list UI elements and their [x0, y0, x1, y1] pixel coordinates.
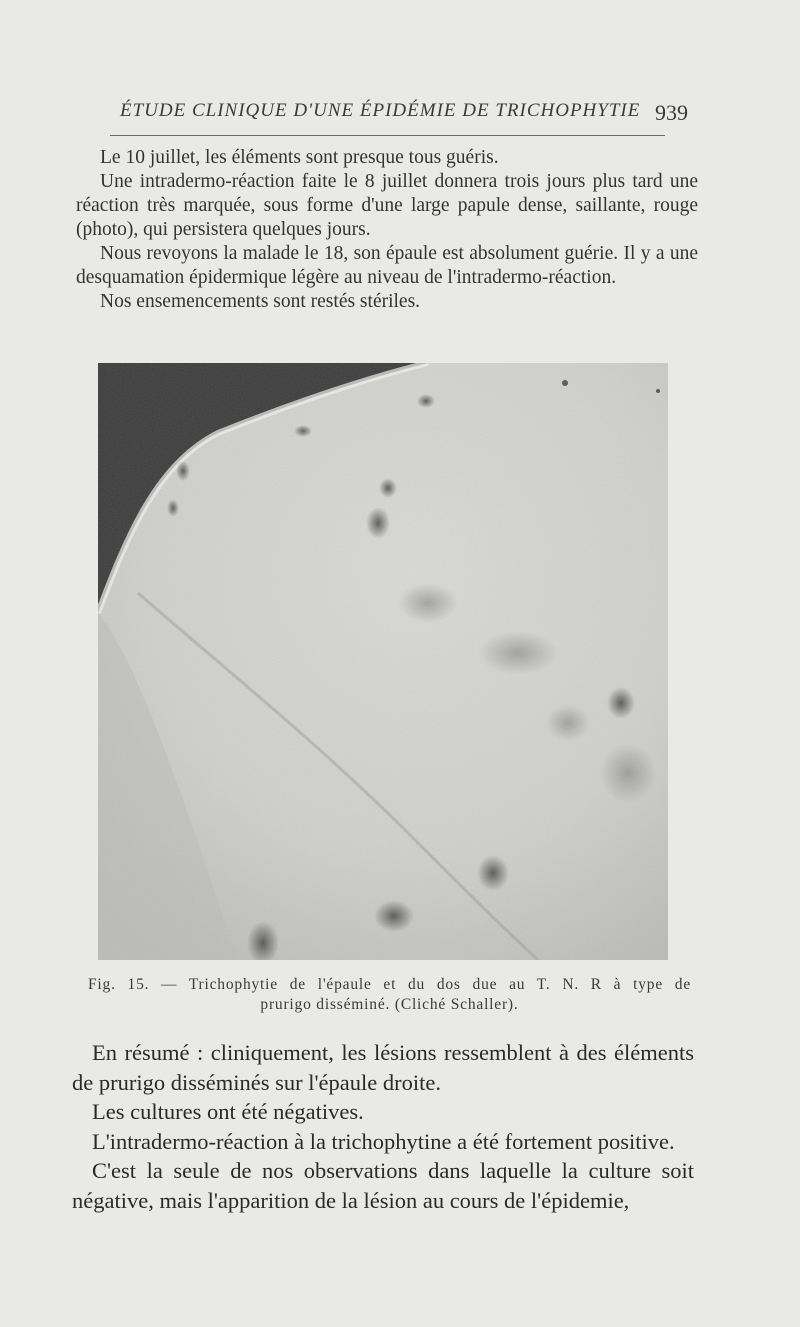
page-number: 939 [655, 100, 688, 125]
shoulder-photo-illustration [98, 363, 668, 960]
paragraph: Le 10 juillet, les éléments sont presque tous guéris. [100, 147, 499, 168]
paragraph: C'est la seule de nos observations dans laquelle la culture soit négative, mais l'apparition de la lésion au cours de l'épidemie, [72, 1158, 694, 1213]
paragraph: Une intradermo-réaction faite le 8 juillet donnera trois jours plus tard une réaction très marquée, sous forme d'une large papule dense, saillante, rouge (photo), qui persistera quelques jours. [76, 171, 698, 240]
paragraph: L'intradermo-réaction à la trichophytine a été fortement positive. [92, 1128, 675, 1154]
paragraph: Nous revoyons la malade le 18, son épaule est absolument guérie. Il y a une desquamation épidermique légère au niveau de l'intradermo-réaction. [76, 243, 698, 288]
caption-line: Fig. 15. — Trichophytie de l'épaule et du dos due au T. N. R à type de [88, 976, 691, 993]
summary-text [72, 1038, 694, 1215]
paragraph: En résumé : cliniquement, les lésions ressemblent à des éléments de prurigo disséminés sur l'épaule droite. [72, 1040, 694, 1095]
figure-caption [88, 975, 691, 1015]
running-title: ÉTUDE CLINIQUE D'UNE ÉPIDÉMIE DE TRICHOPHYTIE [120, 100, 641, 121]
paragraph: Nos ensemencements sont restés stériles. [100, 291, 421, 312]
caption-line: prurigo disséminé. (Cliché Schaller). [260, 996, 519, 1013]
header-rule [110, 135, 665, 136]
case-notes [76, 146, 698, 314]
figure-photograph [98, 363, 668, 960]
paragraph: Les cultures ont été négatives. [92, 1099, 364, 1124]
